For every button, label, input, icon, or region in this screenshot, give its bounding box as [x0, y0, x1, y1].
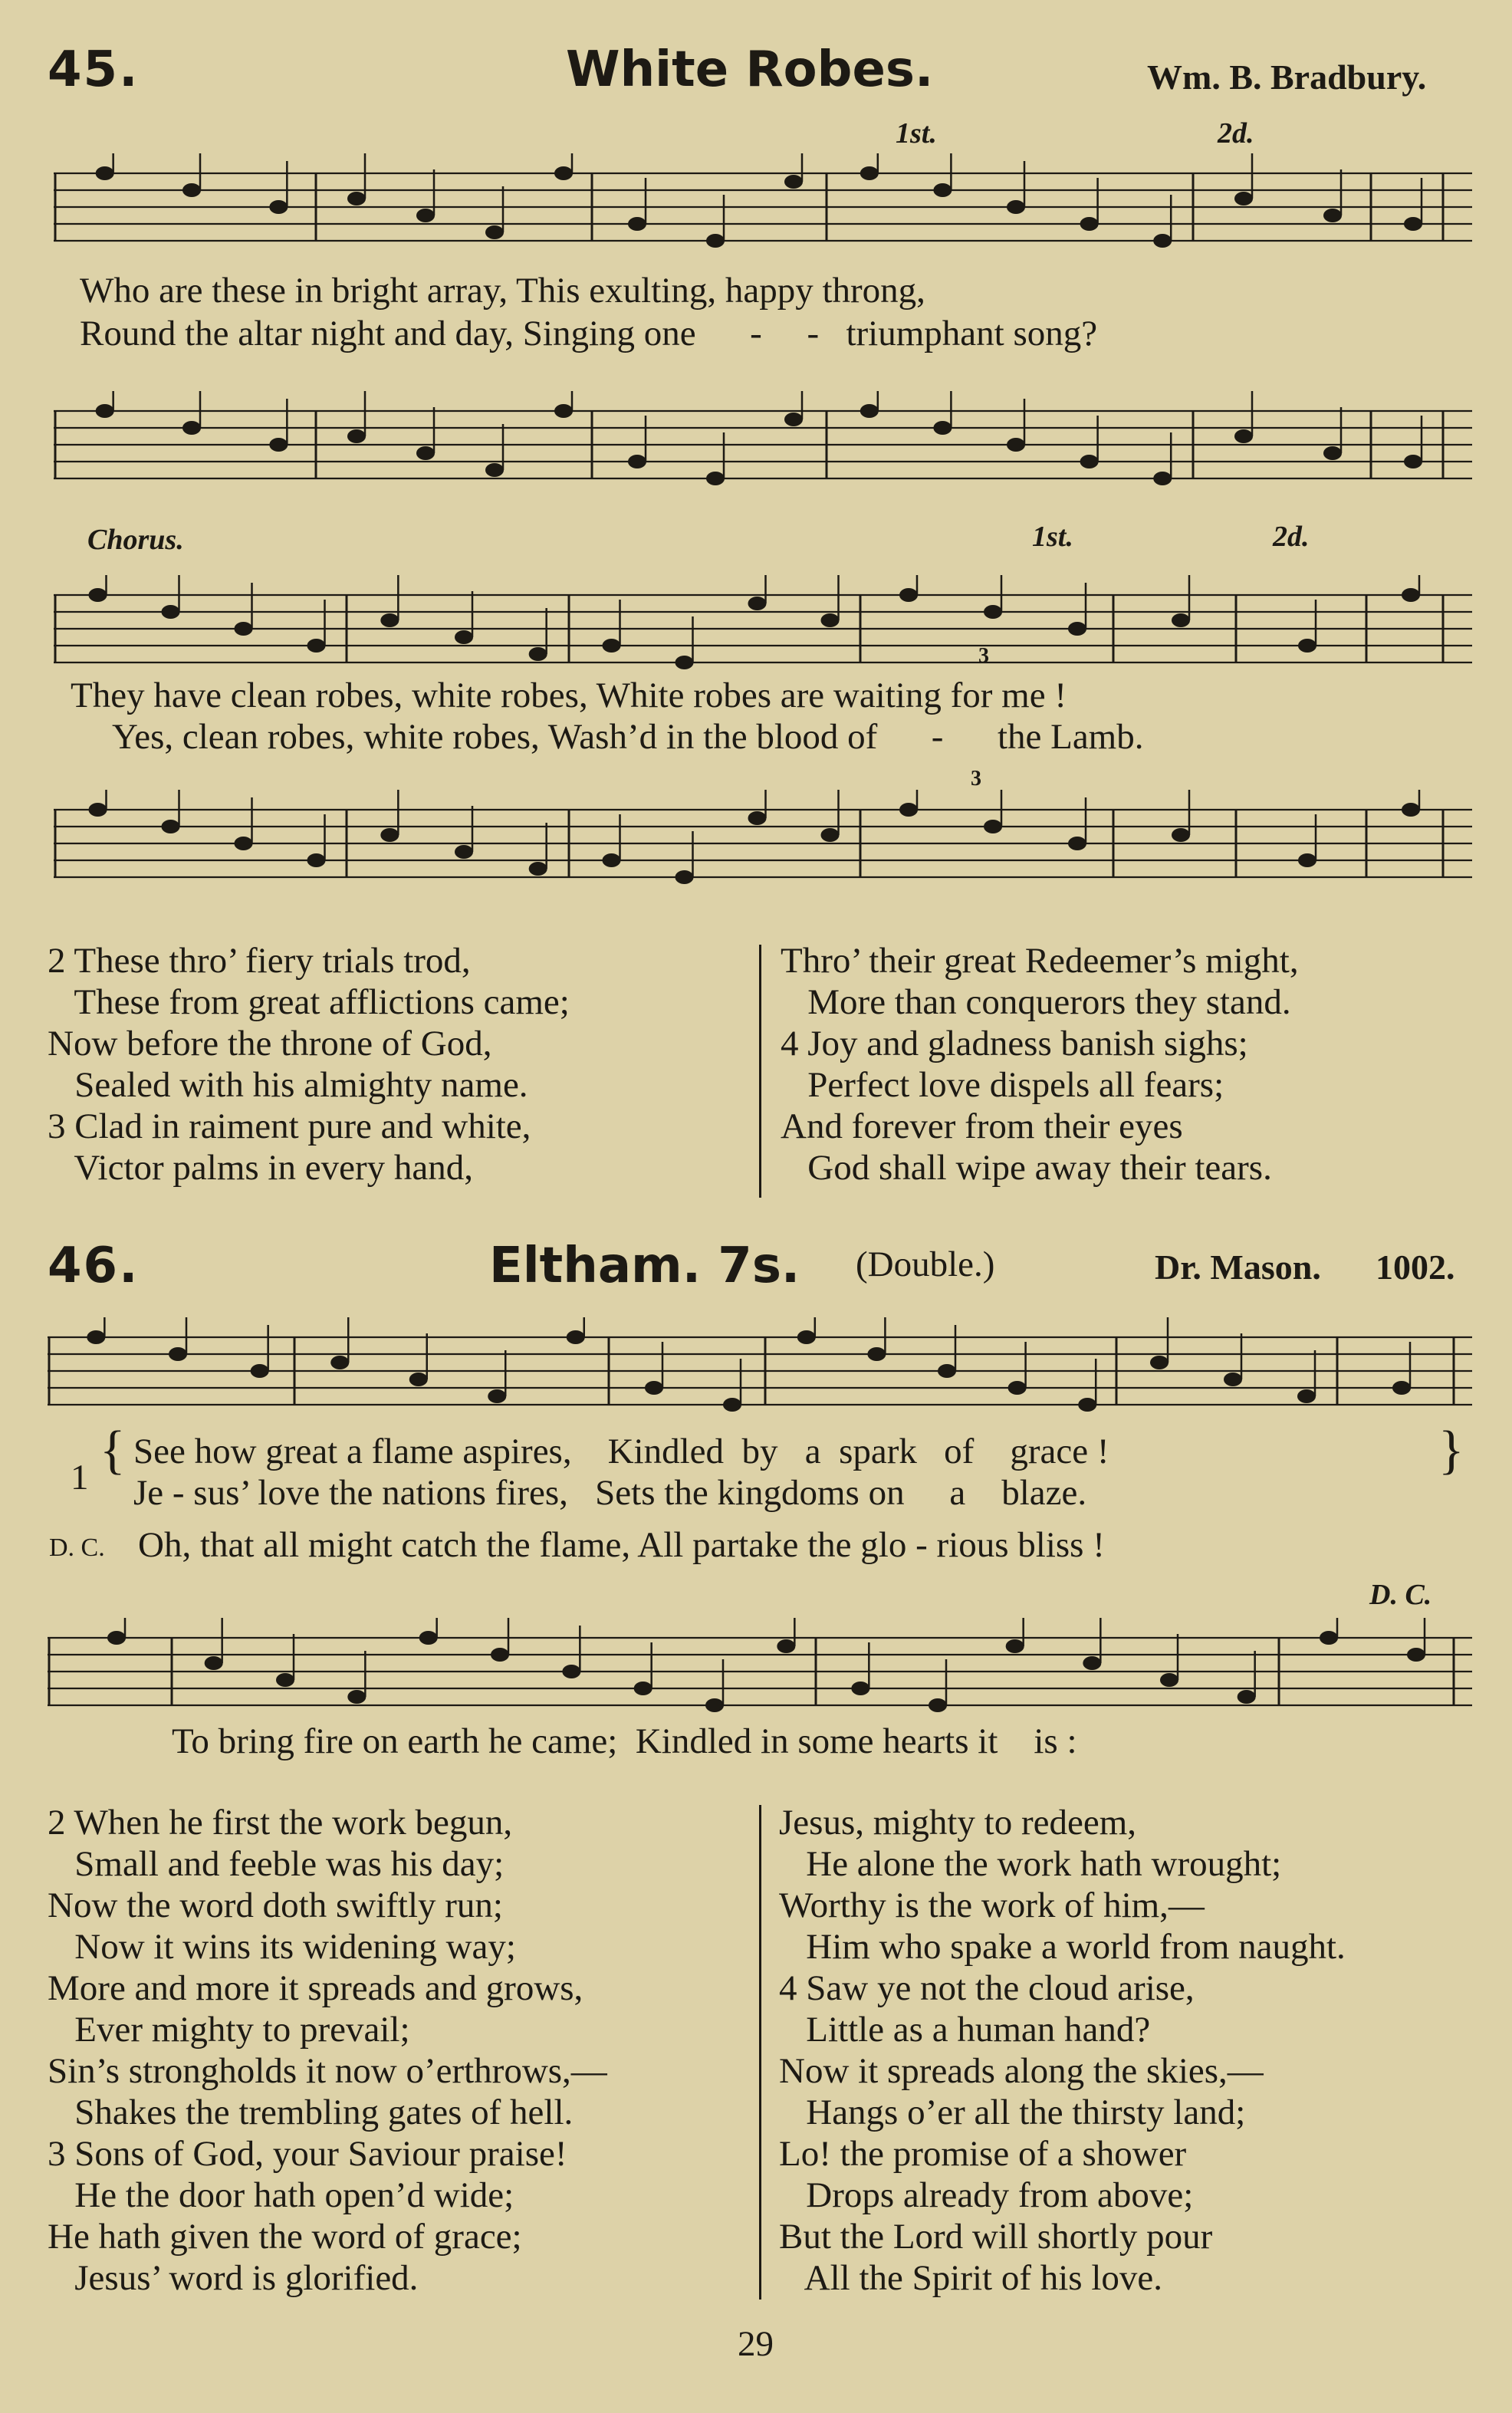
verses-left-column: 2 These thro’ fiery trials trod, These from great afflictions came; Now before the throne of God, Sealed with his almighty name. 3 Clad in raiment pure and white, Victor palms in every hand,: [48, 941, 570, 1188]
note-head: [603, 853, 621, 867]
note-head: [1160, 1673, 1178, 1687]
note-head: [162, 605, 180, 619]
lyric-line: Who are these in bright array, This exulting, happy throng,: [80, 271, 925, 311]
note-head: [307, 853, 326, 867]
note-head: [723, 1398, 741, 1412]
note-head: [1297, 1389, 1316, 1403]
note-head: [929, 1698, 947, 1712]
note-head: [1008, 1381, 1027, 1395]
note-head: [1078, 1398, 1096, 1412]
note-head: [416, 446, 435, 460]
note-head: [777, 1639, 795, 1653]
note-head: [347, 429, 366, 443]
right-brace: }: [1438, 1421, 1464, 1480]
verses-right-column: Thro’ their great Redeemer’s might, More than conquerors they stand. 4 Joy and gladness banish sighs; Perfect love dispels all fears; And forever from their eyes God shall wipe away their tears.: [781, 941, 1299, 1188]
note-head: [1323, 446, 1342, 460]
music-staff: [54, 575, 1472, 682]
note-head: [205, 1656, 223, 1670]
note-head: [1298, 639, 1316, 653]
note-head: [1080, 455, 1099, 468]
note-head: [276, 1673, 294, 1687]
music-staff: [48, 1317, 1472, 1425]
note-head: [1068, 837, 1086, 850]
music-staff: [54, 153, 1472, 261]
note-head: [706, 472, 725, 485]
note-head: [933, 183, 952, 197]
note-head: [1298, 853, 1316, 867]
note-head: [1007, 438, 1025, 452]
hymn-title: Eltham. 7s.: [489, 1238, 800, 1294]
note-head: [96, 166, 114, 180]
triplet-mark: 3: [978, 644, 989, 668]
note-head: [938, 1364, 956, 1378]
note-head: [899, 588, 918, 602]
note-head: [1392, 1381, 1411, 1395]
hymn-subtitle: (Double.): [856, 1244, 995, 1284]
note-head: [1083, 1656, 1101, 1670]
note-head: [182, 421, 201, 435]
hymn-title: White Robes.: [566, 41, 934, 98]
note-head: [1238, 1690, 1256, 1704]
note-head: [1404, 455, 1422, 468]
note-head: [562, 1665, 580, 1678]
note-head: [380, 613, 399, 627]
hymn-number: 45.: [48, 41, 140, 98]
note-head: [330, 1356, 349, 1369]
note-head: [251, 1364, 269, 1378]
chorus-lyric-line: They have clean robes, white robes, White robes are waiting for me !: [71, 676, 1067, 715]
note-head: [860, 404, 879, 418]
note-head: [554, 404, 573, 418]
note-head: [984, 605, 1002, 619]
note-head: [89, 588, 107, 602]
second-ending-label: 2d.: [1273, 521, 1310, 553]
note-head: [634, 1682, 652, 1695]
note-head: [1006, 1639, 1024, 1653]
music-staff: [54, 391, 1472, 498]
note-head: [748, 597, 767, 610]
note-head: [645, 1381, 663, 1395]
note-head: [867, 1347, 886, 1361]
note-head: [529, 862, 547, 876]
note-head: [554, 166, 573, 180]
note-head: [1080, 217, 1099, 231]
note-head: [347, 1690, 366, 1704]
note-head: [1007, 200, 1025, 214]
note-head: [87, 1330, 105, 1344]
composer: Wm. B. Bradbury.: [1147, 58, 1427, 97]
note-head: [419, 1631, 438, 1645]
note-head: [675, 870, 694, 884]
note-head: [628, 217, 646, 231]
note-head: [1234, 192, 1253, 205]
note-head: [748, 811, 767, 825]
note-head: [107, 1631, 126, 1645]
note-head: [705, 1698, 724, 1712]
lyric-line: See how great a flame aspires, Kindled by a spark of grace !: [133, 1432, 1109, 1471]
note-head: [984, 820, 1002, 833]
note-head: [347, 192, 366, 205]
note-head: [409, 1373, 428, 1386]
note-head: [1402, 588, 1420, 602]
note-head: [235, 622, 253, 636]
verses-left-column: 2 When he first the work begun, Small and feeble was his day; Now the word doth swiftly run; Now it wins its widening way; More and more it spreads and grows, Ever mighty to prevail; Sin’s strongholds it now o’erthrows,— Shakes the trembling gates of hell. 3 Sons of God, your Saviour praise! He the door hath open’d wide; He hath given the word of grace; Jesus’ word is glorified.: [48, 1803, 607, 2298]
note-head: [416, 209, 435, 222]
note-head: [1320, 1631, 1338, 1645]
note-head: [860, 166, 879, 180]
column-divider: [759, 1805, 761, 2300]
note-head: [491, 1648, 509, 1662]
note-head: [1224, 1373, 1242, 1386]
dc-lyric-line: Oh, that all might catch the flame, All partake the glo - rious bliss !: [138, 1525, 1105, 1565]
triplet-mark: 3: [971, 767, 981, 791]
note-head: [182, 183, 201, 197]
second-ending-label: 2d.: [1218, 117, 1254, 150]
first-ending-label: 1st.: [896, 117, 937, 150]
note-head: [1150, 1356, 1169, 1369]
note-head: [784, 413, 803, 426]
note-head: [1402, 803, 1420, 817]
verses-right-column: Jesus, mighty to redeem, He alone the work hath wrought; Worthy is the work of him,— Him who spake a world from naught. 4 Saw ye not the cloud arise, Little as a human hand? Now it spreads along the skies,— Hangs o’er all the thirsty land; Lo! the promise of a shower Drops already from above; But the Lord will shortly pour All the Spirit of his love.: [779, 1803, 1346, 2298]
note-head: [675, 656, 694, 669]
note-head: [821, 828, 840, 842]
note-head: [933, 421, 952, 435]
lyric-line: To bring fire on earth he came; Kindled in some hearts it is :: [172, 1721, 1077, 1761]
note-head: [1068, 622, 1086, 636]
note-head: [455, 845, 473, 859]
note-head: [269, 200, 288, 214]
note-head: [603, 639, 621, 653]
first-ending-label: 1st.: [1032, 521, 1073, 553]
note-head: [485, 463, 504, 477]
dc-mark: D. C.: [1369, 1579, 1432, 1611]
note-head: [1234, 429, 1253, 443]
note-head: [1172, 828, 1190, 842]
lyric-line: Je - sus’ love the nations fires, Sets the kingdoms on a blaze.: [133, 1473, 1087, 1513]
note-head: [235, 837, 253, 850]
note-head: [628, 455, 646, 468]
note-head: [899, 803, 918, 817]
note-head: [1172, 613, 1190, 627]
note-head: [797, 1330, 816, 1344]
note-head: [169, 1347, 187, 1361]
dc-prefix: D. C.: [49, 1534, 105, 1562]
chorus-lyric-line: Yes, clean robes, white robes, Wash’d in the blood of - the Lamb.: [112, 717, 1144, 757]
composer: Dr. Mason.: [1155, 1248, 1321, 1287]
note-head: [1323, 209, 1342, 222]
note-head: [455, 630, 473, 644]
column-divider: [759, 945, 761, 1198]
note-head: [307, 639, 326, 653]
note-head: [488, 1389, 506, 1403]
verse-marker: 1: [71, 1458, 89, 1497]
note-head: [1407, 1648, 1425, 1662]
note-head: [1153, 234, 1172, 248]
note-head: [269, 438, 288, 452]
note-head: [529, 647, 547, 661]
note-head: [706, 234, 725, 248]
tune-code: 1002.: [1376, 1248, 1455, 1287]
hymn-number: 46.: [48, 1238, 140, 1294]
note-head: [821, 613, 840, 627]
note-head: [1153, 472, 1172, 485]
note-head: [851, 1682, 869, 1695]
note-head: [1404, 217, 1422, 231]
note-head: [784, 175, 803, 189]
left-brace: {: [100, 1421, 126, 1480]
lyric-line: Round the altar night and day, Singing one - - triumphant song?: [80, 314, 1098, 353]
note-head: [89, 803, 107, 817]
page-number: 29: [738, 2324, 774, 2364]
note-head: [485, 225, 504, 239]
note-head: [567, 1330, 585, 1344]
note-head: [96, 404, 114, 418]
note-head: [380, 828, 399, 842]
music-staff: [48, 1618, 1472, 1725]
note-head: [162, 820, 180, 833]
chorus-label: Chorus.: [87, 524, 184, 556]
music-staff: [54, 790, 1472, 897]
